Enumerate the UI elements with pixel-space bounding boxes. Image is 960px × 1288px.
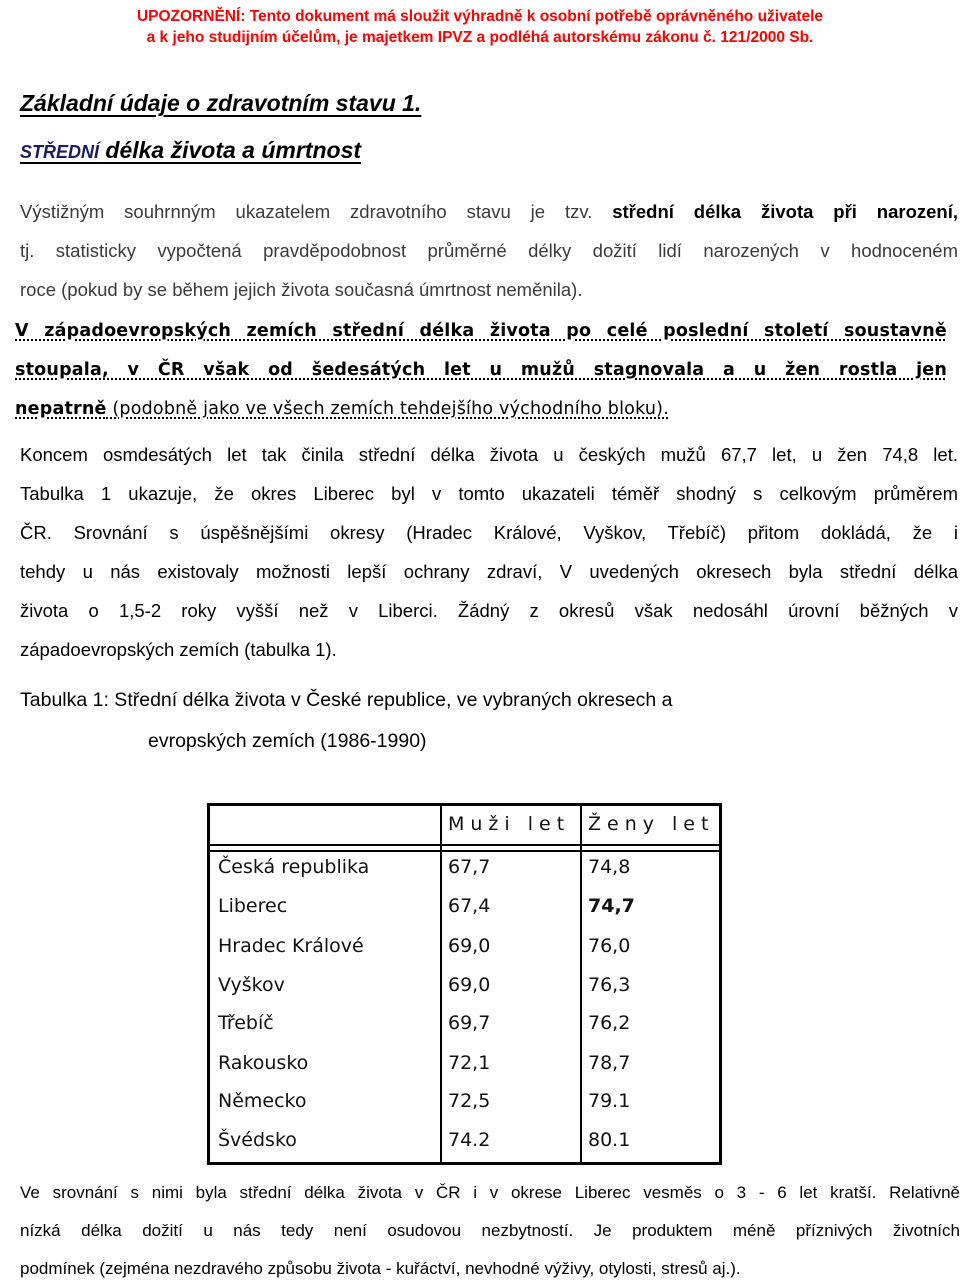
table-header-men: Muži let — [448, 813, 571, 835]
table-caption-line-1: Tabulka 1: Střední délka života v České republice, ve vybraných okresech a — [20, 689, 673, 711]
section-heading-text: Základní údaje o zdravotním stavu 1. — [20, 90, 422, 116]
subsection-heading-rest: délka života a úmrtnost — [99, 137, 362, 163]
intro-line-1 — [20, 192, 958, 231]
table-cell-region: Česká republika — [218, 856, 370, 878]
scan-line-1: V západoevropských zemích střední délka života po celé poslední století soustavně — [15, 321, 947, 341]
table-cell-women: 79.1 — [588, 1090, 631, 1112]
table-cell-men: 67,4 — [448, 895, 491, 917]
scanned-text-block — [15, 312, 947, 430]
table-row — [210, 926, 719, 966]
table-header-divider — [210, 844, 719, 846]
warning-line-1: UPOZORNĚNÍ: Tento dokument má sloužit výhradně k osobní potřebě oprávněného uživatele — [136, 8, 824, 25]
body-line-4: tehdy u nás existovaly možnosti lepší ochrany zdraví, V uvedených okresech byla střední délka — [20, 561, 958, 582]
section-heading — [20, 90, 421, 117]
table-cell-region: Švédsko — [218, 1129, 297, 1151]
footer-paragraph — [20, 1174, 960, 1288]
table-cell-region: Liberec — [218, 895, 288, 917]
life-expectancy-table — [207, 803, 722, 1165]
body-line-3: ČR. Srovnání s úspěšnějšími okresy (Hradec Králové, Vyškov, Třebíč) přitom dokládá, že i — [20, 522, 958, 543]
table-cell-region: Německo — [218, 1090, 307, 1112]
footer-line-3: podmínek (zejména nezdravého způsobu života - kuřáctví, nevhodné výživy, otylosti, stresů aj.). — [20, 1259, 741, 1278]
scan-line-3-bold: nepatrně — [15, 399, 107, 419]
table-row — [210, 1044, 719, 1082]
body-line-1: Koncem osmdesátých let tak činila střední délka života u českých mužů 67,7 let, u žen 74,8 let. — [20, 444, 958, 465]
scan-line-3 — [15, 390, 947, 429]
footer-line-1: Ve srovnání s nimi byla střední délka života v ČR i v okrese Liberec vesměs o 3 - 6 let kratší. Relativně — [20, 1183, 960, 1202]
table-cell-men: 69,0 — [448, 974, 491, 996]
table-cell-women: 78,7 — [588, 1052, 631, 1074]
table-cell-men: 74.2 — [448, 1129, 491, 1151]
table-cell-women: 76,3 — [588, 974, 631, 996]
table-cell-men: 72,5 — [448, 1090, 491, 1112]
table-row — [210, 1004, 719, 1042]
intro-line-3: roce (pokud by se během jejich života současná úmrtnost neměnila). — [20, 279, 583, 300]
table-cell-women: 80.1 — [588, 1129, 631, 1151]
table-cell-women: 74,8 — [588, 856, 631, 878]
copyright-warning — [0, 6, 960, 48]
body-line-6: západoevropských zemích (tabulka 1). — [20, 639, 337, 660]
scan-line-2: stoupala, v ČR však od šedesátých let u mužů stagnovala a u žen rostla jen — [15, 360, 947, 380]
intro-line-1-bold: střední délka života při narození, — [612, 201, 958, 222]
table-row — [210, 848, 719, 886]
table-cell-men: 67,7 — [448, 856, 491, 878]
table-header-empty — [210, 808, 440, 840]
table-row — [210, 966, 719, 1004]
table-cell-region: Rakousko — [218, 1052, 309, 1074]
table-header-row — [210, 808, 719, 840]
table-cell-men: 69,0 — [448, 935, 491, 957]
subsection-heading-caps: STŘEDNÍ — [20, 142, 100, 162]
body-paragraph — [20, 435, 958, 669]
warning-line-2: a k jeho studijním účelům, je majetkem IPVZ a podléhá autorskému zákonu č. 121/2000 Sb. — [146, 29, 814, 46]
body-line-5: života o 1,5-2 roky vyšší než v Liberci. Žádný z okresů však nedosáhl úrovní běžných v — [20, 600, 958, 621]
scan-line-3-rest: (podobně jako ve všech zemích tehdejšího východního bloku). — [106, 399, 669, 419]
table-cell-women: 76,0 — [588, 935, 631, 957]
intro-line-1-text: Výstižným souhrnným ukazatelem zdravotního stavu je tzv. — [20, 201, 613, 222]
table-cell-women: 74,7 — [588, 895, 635, 917]
intro-paragraph — [20, 192, 958, 309]
table-row — [210, 886, 719, 926]
subsection-heading — [20, 137, 361, 164]
table-row — [210, 1120, 719, 1160]
table-cell-men: 69,7 — [448, 1012, 491, 1034]
table-cell-region: Hradec Králové — [218, 935, 364, 957]
table-cell-region: Vyškov — [218, 974, 285, 996]
footer-line-2: nízká délka dožití u nás tedy není osudovou nezbytností. Je produktem méně příznivých životních — [20, 1221, 960, 1240]
intro-line-2: tj. statisticky vypočtená pravděpodobnost průměrné délky dožití lidí narozených v hodnoceném — [20, 240, 958, 261]
table-row — [210, 1082, 719, 1120]
table-cell-women: 76,2 — [588, 1012, 631, 1034]
body-line-2: Tabulka 1 ukazuje, že okres Liberec byl v tomto ukazateli téměř shodný s celkovým průměrem — [20, 483, 958, 504]
table-caption-line-2: evropských zemích (1986-1990) — [148, 730, 427, 752]
table-cell-men: 72,1 — [448, 1052, 491, 1074]
table-cell-region: Třebíč — [218, 1012, 274, 1034]
table-header-women: Ženy let — [588, 813, 715, 835]
